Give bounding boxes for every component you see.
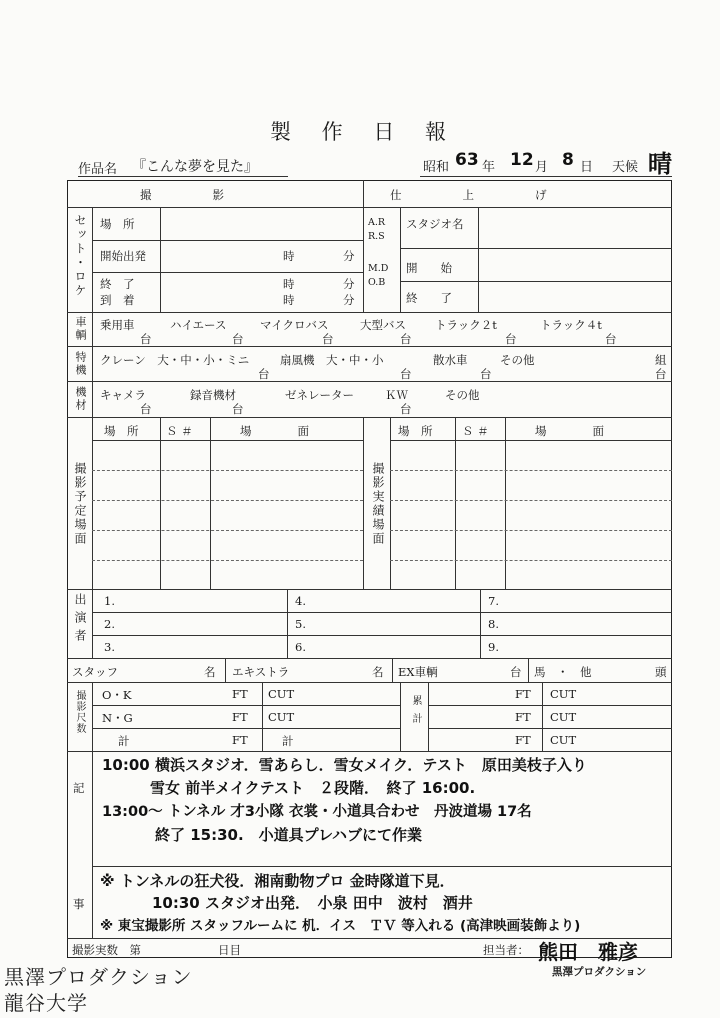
vehicle-item-4: トラック２t	[435, 318, 497, 332]
cast-num-4: 4.	[295, 594, 306, 608]
special-unit-3: 台	[655, 367, 667, 381]
cum-cut-3: CUT	[550, 733, 577, 747]
horse-unit: 頭	[655, 665, 667, 679]
footage-cut-1: CUT	[268, 687, 295, 701]
vline-set-label	[92, 207, 93, 312]
staff-label: スタッフ	[72, 665, 118, 679]
shooting-days-label: 撮影実数 第	[72, 943, 141, 957]
vline-staff-2	[392, 658, 393, 682]
footer-producer: 黒澤プロダクション	[4, 965, 193, 989]
vline-actual-label	[390, 417, 391, 589]
vline-cumulative-label	[428, 682, 429, 751]
note-line-1: 10:00 横浜スタジオ．雪あらし．雪女メイク．テスト 原田美枝子入り	[102, 756, 587, 774]
vline-plan-label	[92, 417, 93, 589]
footage-total-2: 計	[282, 734, 294, 748]
notes-label-top: 記	[73, 781, 85, 795]
person-label: 担当者：	[483, 943, 529, 957]
ex-vehicle-label: EX車輌	[398, 665, 438, 679]
document-title: 製 作 日 報	[270, 120, 459, 144]
footage-label: 撮影尺数	[74, 690, 85, 734]
vline-cast-2	[480, 589, 481, 658]
plan-col-s: Ｓ ＃	[166, 424, 193, 438]
dline-plan-2	[92, 500, 363, 501]
dline-plan-3	[92, 530, 363, 531]
note-line-3: 13:00〜 トンネル 才3小隊 衣裳・小道具合わせ 丹波道場 17名	[102, 804, 532, 820]
plan-col-place: 場 所	[104, 424, 139, 438]
hline-footage-2	[92, 728, 400, 729]
vline-header-split	[363, 180, 364, 312]
set-ji-3: 時	[283, 293, 295, 307]
special-other: その他	[500, 353, 535, 367]
note-line-2: 雪女 前半メイクテスト ２段階． 終了 16:00.	[150, 779, 476, 797]
equipment-item-1: 録音機材	[190, 388, 236, 402]
vehicle-item-1: ハイエース	[170, 318, 227, 332]
special-sprinkler: 散水車	[433, 353, 468, 367]
vehicle-unit-4: 台	[505, 332, 517, 346]
vehicle-unit-5: 台	[605, 332, 617, 346]
dline-plan-1	[92, 470, 363, 471]
work-underline	[78, 176, 288, 177]
vehicle-item-0: 乗用車	[100, 318, 135, 332]
cum-cut-1: CUT	[550, 687, 577, 701]
dline-plan-4	[92, 560, 363, 561]
cast-label: 出演者	[73, 593, 87, 647]
equipment-unit-0: 台	[140, 402, 152, 416]
plan-label: 撮影予定場面	[73, 462, 87, 546]
actual-label: 撮影実績場面	[371, 462, 385, 546]
footage-row-total: 計	[118, 734, 130, 748]
set-kaishi: 開始出発	[100, 249, 146, 263]
cast-num-2: 2.	[104, 617, 115, 631]
cum-ft-2: FT	[515, 710, 531, 724]
work-name: 『こんな夢を見た』	[132, 159, 258, 175]
hline-cast-2	[92, 635, 672, 636]
cum-cut-2: CUT	[550, 710, 577, 724]
vline-schedule-split	[363, 417, 364, 589]
equipment-unit-3: 台	[400, 402, 412, 416]
set-shuryo: 終 了	[100, 277, 135, 291]
hline-cast-1	[92, 612, 672, 613]
cum-ft-1: FT	[515, 687, 531, 701]
footage-row-ok: O・K	[102, 688, 132, 702]
vline-plan-place	[160, 417, 161, 589]
line-schedule	[67, 589, 672, 590]
set-ji-2: 時	[283, 277, 295, 291]
line-footage	[67, 751, 672, 752]
section-shiage: 仕 上 げ	[390, 188, 550, 202]
special-set-unit: 組	[655, 353, 667, 367]
vline-plan-s	[210, 417, 211, 589]
cast-num-5: 5.	[295, 617, 306, 631]
vline-cast-label	[92, 589, 93, 658]
set-loke-label: セット・ロケ	[73, 214, 87, 298]
day-value: 8	[562, 150, 574, 170]
set-ji-1: 時	[283, 249, 295, 263]
company-name: 黒澤プロダクション	[552, 966, 647, 978]
person-name: 熊田 雅彦	[538, 940, 638, 964]
cast-num-9: 9.	[488, 640, 499, 654]
vehicle-label: 車輌	[74, 316, 87, 342]
hline-set-2	[92, 272, 363, 273]
equipment-label: 機材	[74, 386, 87, 412]
line-vehicle	[67, 346, 672, 347]
footage-ft-1: FT	[232, 687, 248, 701]
vline-footage-ft	[262, 682, 263, 751]
set-tochaku: 到 着	[100, 293, 135, 307]
line-cast	[67, 658, 672, 659]
vline-shiage-label	[400, 207, 401, 312]
notes-label-bottom: 事	[73, 897, 85, 911]
weather-value: 晴	[648, 150, 672, 178]
ar-rs-label: A.R R.S	[368, 217, 386, 242]
actual-col-place: 場 所	[398, 424, 433, 438]
vehicle-item-3: 大型バス	[360, 318, 406, 332]
year-value: 63	[455, 150, 479, 170]
set-fun-3: 分	[343, 293, 355, 307]
day-unit: 日	[580, 160, 594, 175]
line-special	[67, 381, 672, 382]
cast-num-1: 1.	[104, 594, 115, 608]
special-unit-2: 台	[480, 367, 492, 381]
footage-cut-2: CUT	[268, 710, 295, 724]
cumulative-label: 累計	[410, 695, 421, 731]
vehicle-item-5: トラック４t	[540, 318, 602, 332]
actual-col-scene: 場 面	[535, 424, 604, 438]
vline-actual-s	[505, 417, 506, 589]
month-value: 12	[510, 150, 534, 170]
footage-row-ng: N・G	[102, 711, 133, 725]
vline-rows-label	[92, 312, 93, 417]
line-set	[67, 312, 672, 313]
footer-university: 龍谷大学	[4, 991, 88, 1015]
vehicle-unit-3: 台	[400, 332, 412, 346]
weather-label: 天候	[612, 160, 639, 175]
equipment-item-3: ＫＷ	[385, 388, 408, 402]
hline-shiage-2	[400, 281, 672, 282]
year-unit: 年	[482, 160, 496, 175]
vehicle-item-2: マイクロバス	[260, 318, 329, 332]
cast-num-3: 3.	[104, 640, 115, 654]
vline-cast-1	[287, 589, 288, 658]
shiage-shuryo: 終 了	[406, 291, 452, 305]
dline-actual-1	[390, 470, 672, 471]
vline-actual-place	[455, 417, 456, 589]
hline-notes-mid	[92, 866, 672, 867]
cum-ft-3: FT	[515, 733, 531, 747]
vehicle-unit-1: 台	[232, 332, 244, 346]
equipment-item-0: キャメラ	[100, 388, 146, 402]
footage-ft-3: FT	[232, 733, 248, 747]
hline-cumulative-1	[428, 705, 672, 706]
special-unit-0: 台	[258, 367, 270, 381]
special-unit-1: 台	[400, 367, 412, 381]
set-fun-2: 分	[343, 277, 355, 291]
actual-col-s: Ｓ ＃	[462, 424, 489, 438]
vline-staff-3	[528, 658, 529, 682]
special-fan: 扇風機 大・中・小	[280, 353, 384, 367]
vline-cumulative-ft	[542, 682, 543, 751]
extra-name-unit: 名	[372, 665, 384, 679]
set-basho: 場 所	[100, 217, 135, 231]
footage-ft-2: FT	[232, 710, 248, 724]
cast-num-6: 6.	[295, 640, 306, 654]
note-line-6: 10:30 スタジオ出発． 小泉 田中 波村 酒井	[152, 894, 473, 912]
hline-shiage-1	[400, 248, 672, 249]
shooting-days-unit: 日目	[218, 943, 241, 957]
special-label: 特機	[74, 351, 87, 377]
note-line-5: ※ トンネルの狂犬役．湘南動物プロ 金時隊道下見．	[100, 872, 455, 890]
extra-label: エキストラ	[232, 665, 290, 679]
vline-footage-split	[400, 682, 401, 751]
line-staff	[67, 682, 672, 683]
vline-staff-1	[225, 658, 226, 682]
dline-actual-3	[390, 530, 672, 531]
vline-notes-label	[92, 751, 93, 938]
hline-actual-head	[390, 440, 672, 441]
plan-col-scene: 場 面	[240, 424, 309, 438]
dline-actual-2	[390, 500, 672, 501]
line-equipment	[67, 417, 672, 418]
shiage-kaishi: 開 始	[406, 261, 452, 275]
set-fun-1: 分	[343, 249, 355, 263]
date-underline	[420, 176, 672, 177]
cast-num-7: 7.	[488, 594, 499, 608]
hline-plan-head	[92, 440, 363, 441]
staff-name-unit: 名	[204, 665, 216, 679]
note-line-4: 終了 15:30. 小道具プレハブにて作業	[155, 826, 423, 844]
studio-mei: スタジオ名	[406, 217, 464, 231]
special-crane: クレーン 大・中・小・ミニ	[100, 353, 250, 367]
line-header	[67, 207, 672, 208]
md-ob-label: M.D O.B	[368, 263, 389, 288]
era-label: 昭和	[423, 160, 450, 175]
vline-footage-label	[92, 682, 93, 751]
vehicle-unit-2: 台	[322, 332, 334, 346]
dline-actual-4	[390, 560, 672, 561]
month-unit: 月	[535, 160, 549, 175]
cast-num-8: 8.	[488, 617, 499, 631]
vline-set-field	[160, 207, 161, 312]
vehicle-unit-0: 台	[140, 332, 152, 346]
hline-cumulative-2	[428, 728, 672, 729]
note-line-7: ※ 東宝撮影所 スタッフルームに 机．イス ＴＶ 等入れる (高津映画装飾より)	[100, 918, 581, 934]
work-label: 作品名	[78, 162, 118, 177]
hline-set-1	[92, 240, 363, 241]
equipment-item-4: その他	[445, 388, 480, 402]
equipment-item-2: ゼネレーター	[285, 388, 354, 402]
equipment-unit-1: 台	[232, 402, 244, 416]
section-satsuei: 撮 影	[140, 188, 227, 202]
vline-shiage-field	[478, 207, 479, 312]
ex-vehicle-unit: 台	[510, 665, 522, 679]
horse-label: 馬 ・ 他	[534, 665, 592, 679]
hline-footage-1	[92, 705, 400, 706]
